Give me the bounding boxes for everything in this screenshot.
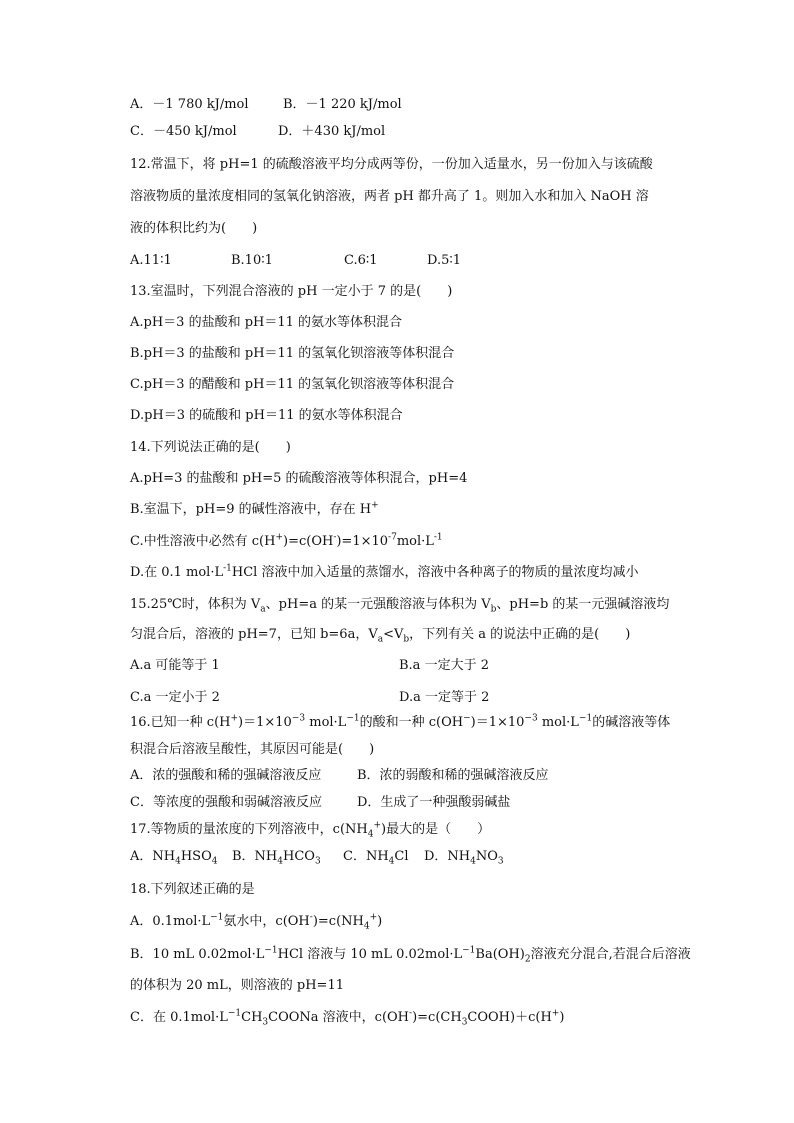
q11-option-a: A．－1 780 kJ/mol — [130, 97, 249, 112]
q16-option-a: A．浓的强酸和稀的强碱溶液反应 — [130, 768, 322, 783]
q13-option-d: D.pH＝3 的硫酸和 pH＝11 的氨水等体积混合 — [130, 408, 403, 423]
q15-option-d: D.a 一定等于 2 — [399, 690, 490, 705]
q14-stem: 14.下列说法正确的是( ) — [130, 440, 291, 455]
q18-stem: 18.下列叙述正确的是 — [130, 882, 255, 897]
q17-option-a: A．$NH_4HSO_4$ — [130, 849, 218, 867]
q18-option-b-line2: 的体积为 20 mL，则溶液的 pH=11 — [130, 978, 344, 993]
q17-option-b: B．$NH_4HCO_3$ — [232, 849, 321, 867]
q15-option-b: B.a 一定大于 2 — [399, 658, 489, 673]
q18-option-a: A．$0.1mol\cdot L^{-1}$氨水中，$c(OH^-)=c(NH_4^+)$ — [130, 912, 383, 932]
q11-option-b: B．－1 220 kJ/mol — [283, 97, 402, 112]
q16-option-b: B．浓的弱酸和稀的强碱溶液反应 — [357, 768, 549, 783]
q13-option-b: B.pH＝3 的盐酸和 pH＝11 的氢氧化钡溶液等体积混合 — [130, 346, 455, 361]
q15-stem-line2: 匀混合后，溶液的 pH=7，已知 b=6a，$V_a<V_b$，下列有关 a 的说法中正确的是( ) — [130, 627, 631, 645]
q12-option-d: D.5∶1 — [427, 253, 462, 268]
q16-stem-line1: 16.已知一种 $c(H^+)=1\times 10^{-3}$ $mol\cdot L^{-1}$的酸和一种 $c(OH^-)=1\times 10^{-3}$ $mol\cdot L^{-1}$的碱溶液等体 — [130, 713, 671, 730]
q18-option-b-line1: B．10 mL $0.02mol\cdot L^{-1}HCl$ 溶液与 10 mL $0.02mol\cdot L^{-1}Ba(OH)_2$溶液充分混合,若混合后溶液 — [130, 945, 691, 965]
q17-option-d: D．$NH_4NO_3$ — [424, 849, 504, 867]
q18-option-c: C．在 $0.1mol\cdot L^{-1}CH_3COONa$ 溶液中，$c(OH^-)=c(CH_3COOH)+c(H^+)$ — [130, 1008, 565, 1028]
q15-option-c: C.a 一定小于 2 — [130, 690, 220, 705]
q11-option-c: C．－450 kJ/mol — [130, 124, 237, 139]
q15-stem-line1: 15.25℃时，体积为 $V_a$、pH=a 的某一元强酸溶液与体积为 $V_b$、pH=b 的某一元强碱溶液均 — [130, 597, 670, 615]
q13-stem: 13.室温时，下列混合溶液的 pH 一定小于 7 的是( ) — [130, 284, 453, 299]
q14-option-d: D.在 0.1 $mol\cdot L^{-1}HCl$ 溶液中加入适量的蒸馏水，溶液中各种离子的物质的量浓度均减小 — [130, 563, 639, 580]
q12-stem-line1: 12.常温下，将 pH=1 的硫酸溶液平均分成两等份，一份加入适量水，另一份加入与该硫酸 — [130, 157, 653, 172]
q14-option-a: A.pH=3 的盐酸和 pH=5 的硫酸溶液等体积混合，pH=4 — [130, 471, 468, 486]
q13-option-a: A.pH＝3 的盐酸和 pH＝11 的氨水等体积混合 — [130, 315, 403, 330]
q16-option-c: C．等浓度的强酸和弱碱溶液反应 — [130, 795, 322, 810]
q12-stem-line2: 溶液物质的量浓度相同的氢氧化钠溶液，两者 pH 都升高了 1。则加入水和加入 NaOH 溶 — [130, 189, 649, 204]
q16-option-d: D．生成了一种强酸弱碱盐 — [357, 795, 511, 810]
q14-option-b: B.室温下，pH=9 的碱性溶液中，存在 H+ — [130, 500, 379, 517]
q12-option-a: A.11∶1 — [130, 253, 172, 268]
q17-stem: 17.等物质的量浓度的下列溶液中，$c(NH_4^+)$最大的是（ ） — [130, 820, 491, 840]
q11-option-d: D．＋430 kJ/mol — [278, 124, 386, 139]
q17-option-c: C．$NH_4Cl$ — [343, 849, 409, 867]
q16-stem-line2: 积混合后溶液呈酸性，其原因可能是( ) — [130, 742, 375, 757]
q12-option-b: B.10∶1 — [231, 253, 273, 268]
q12-stem-line3: 液的体积比约为( ) — [130, 221, 258, 236]
q13-option-c: C.pH＝3 的醋酸和 pH＝11 的氢氧化钡溶液等体积混合 — [130, 377, 455, 392]
q14-option-c: C.中性溶液中必然有 $c(H^+)=c(OH^-)=1\times 10^{-7}mol\cdot L^{-1}$ — [130, 532, 443, 549]
q12-option-c: C.6∶1 — [344, 253, 378, 268]
q15-option-a: A.a 可能等于 1 — [130, 658, 220, 673]
